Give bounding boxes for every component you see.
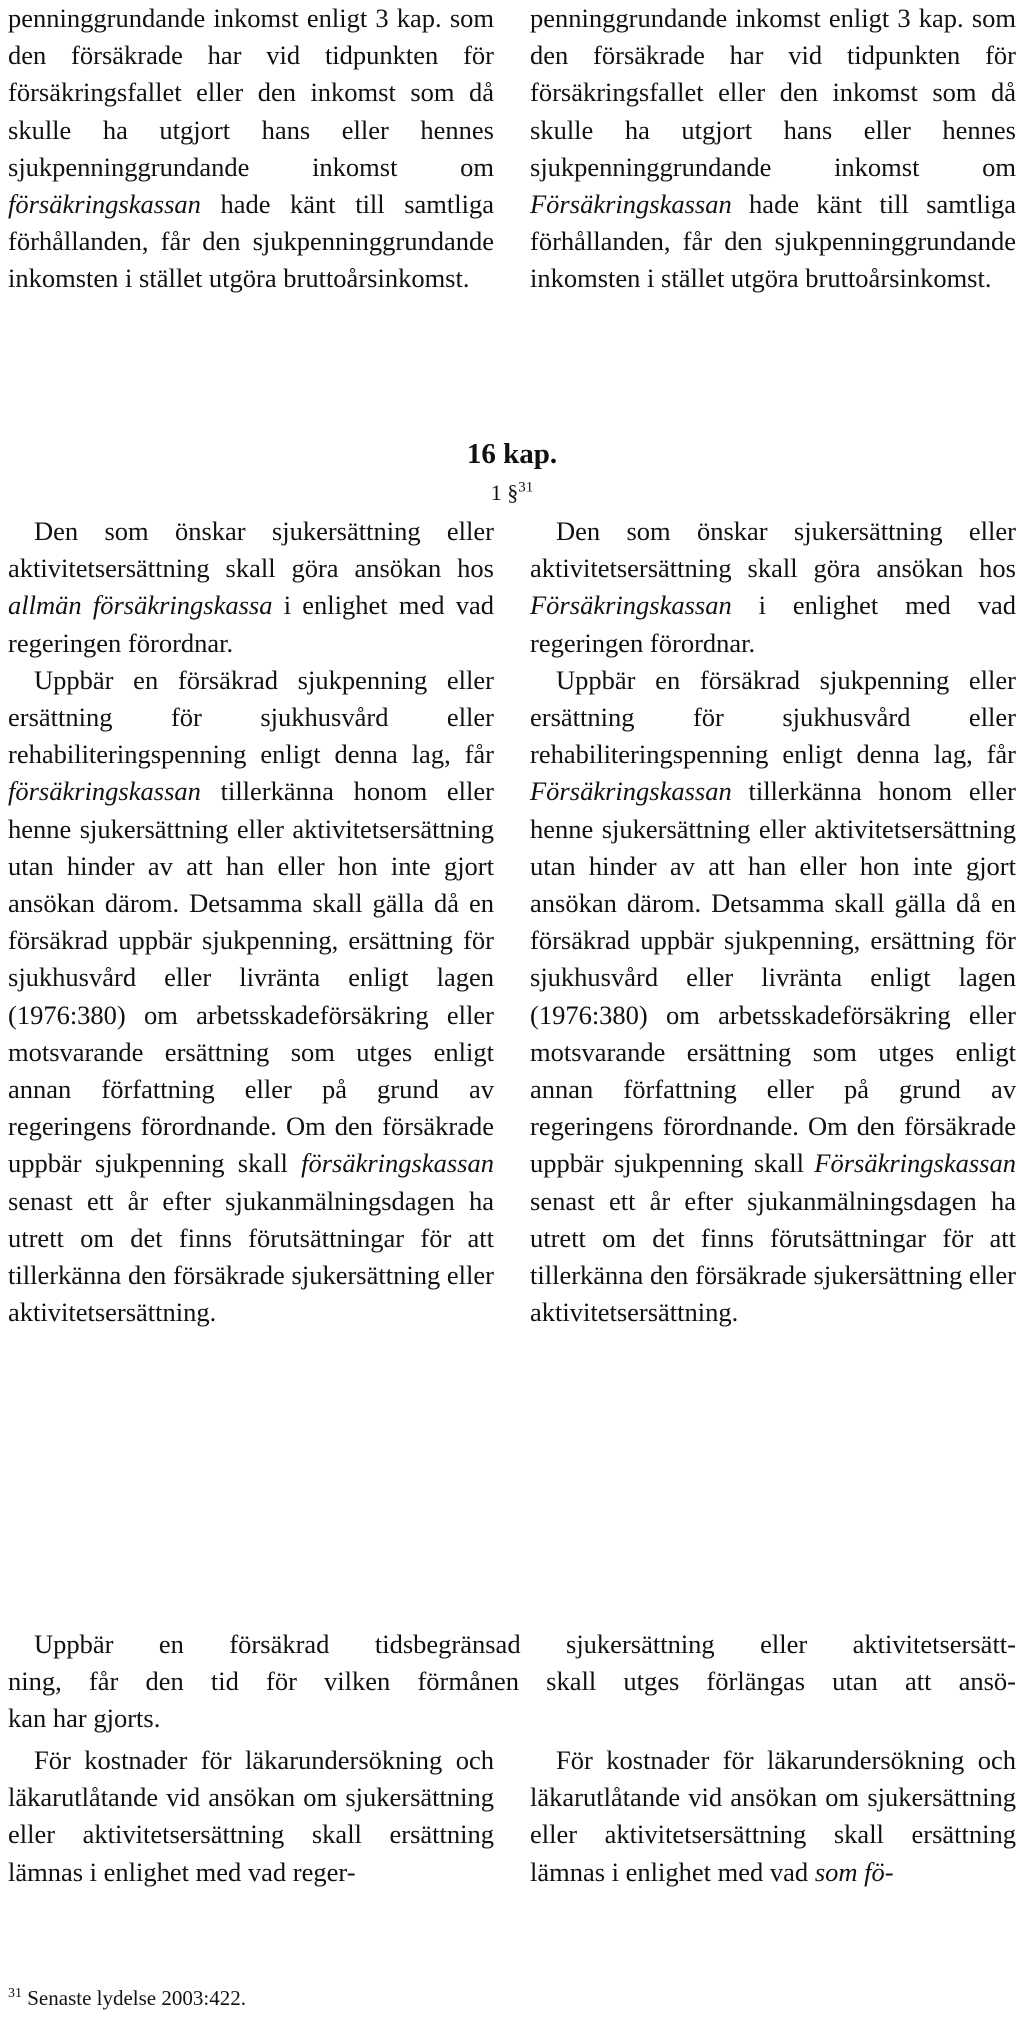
chapter-heading: 16 kap. (466, 438, 558, 470)
footnote (8, 1985, 246, 2011)
top-right-italic: Försäkringskassan (530, 189, 732, 220)
right-paragraph-2: Uppbär en försäkrad sjukpenning eller ersättning för sjukhusvård eller rehabiliteringspenning enligt denna lag, får Försäkringskassan tillerkänna honom eller henne sjukersättning eller aktivitetsersättning utan hinder av att han eller hon inte gjort ansökan därom. Detsamma skall gälla då en försäkrad uppbär sjukpenning, ersättning för sjukhusvård eller livränta enligt lagen (1976:380) om arbetsskadeförsäkring eller motsvarande ersättning som utges enligt annan författning eller på grund av regeringens förordnande. Om den försäkrade uppbär sjukpenning skall Försäkringskassan senast ett år efter sjukanmälningsdagen ha utrett om det finns förutsättningar för att tillerkänna den försäkrade sjukersättning eller aktivitetsersättning. (530, 664, 1016, 1328)
footnote-number: 31 (8, 1986, 22, 2001)
left-paragraph-4: För kostnader för läkarundersökning och läkarutlåtande vid ansökan om sjukersättning eller aktivitetsersättning skall ersättning lämnas i enlighet med vad reger- (8, 1745, 494, 1887)
main-right-column (530, 513, 1016, 1331)
right-paragraph-4: För kostnader för läkarundersökning och läkarutlåtande vid ansökan om sjukersättning eller aktivitetsersättning skall ersättning lämnas i enlighet med vad som fö- (530, 1745, 1016, 1887)
left-paragraph-1: Den som önskar sjukersättning eller aktivitetsersättning skall göra ansökan hos allmän försäkringskassa i enlighet med vad regeringen förordnar. (8, 516, 494, 658)
top-left-text: penninggrundande inkomst enligt 3 kap. som den försäkrade har vid tidpunkten för försäkringsfallet eller den inkomst som då skulle ha utgjort hans eller hennes sjukpenninggrundande inkomst om försäkringskassan hade känt till samtliga förhållanden, får den sjukpenninggrundande inkomsten i stället utgöra bruttoårsinkomst. (8, 3, 494, 294)
top-right-text: penninggrundande inkomst enligt 3 kap. som den försäkrade har vid tidpunkten för försäkringsfallet eller den inkomst som då skulle ha utgjort hans eller hennes sjukpenninggrundande inkomst om Försäkringskassan hade känt till samtliga förhållanden, får den sjukpenninggrundande inkomsten i stället utgöra bruttoårsinkomst. (530, 3, 1016, 294)
top-right-column (530, 0, 1016, 298)
full-width-paragraph (8, 1626, 1016, 1738)
main-left-column (8, 513, 494, 1331)
full-line-2: ning, får den tid för vilken förmånen skall utges förlängas utan att ansö- (8, 1666, 1016, 1697)
full-line-3: kan har gjorts. (8, 1703, 161, 1734)
right-paragraph-1: Den som önskar sjukersättning eller aktivitetsersättning skall göra ansökan hos Försäkringskassan i enlighet med vad regeringen förordnar. (530, 516, 1016, 658)
top-left-column (8, 0, 494, 298)
section-mark: 1 §$^{31}$ (490, 479, 534, 505)
bottom-left-column (8, 1742, 494, 1891)
full-line-1: Uppbär en försäkrad tidsbegränsad sjukersättning eller aktivitetsersätt- (34, 1629, 1016, 1659)
top-left-italic: försäkringskassan (8, 189, 201, 220)
footnote-text: Senaste lydelse 2003:422. (22, 1986, 246, 2010)
footnote-ref: 31 (518, 479, 534, 496)
bottom-right-column (530, 1742, 1016, 1891)
left-paragraph-2: Uppbär en försäkrad sjukpenning eller ersättning för sjukhusvård eller rehabiliteringspenning enligt denna lag, får försäkringskassan tillerkänna honom eller henne sjukersättning eller aktivitetsersättning utan hinder av att han eller hon inte gjort ansökan därom. Detsamma skall gälla då en försäkrad uppbär sjukpenning, ersättning för sjukhusvård eller livränta enligt lagen (1976:380) om arbetsskadeförsäkring eller motsvarande ersättning som utges enligt annan författning eller på grund av regeringens förordnande. Om den försäkrade uppbär sjukpenning skall försäkringskassan senast ett år efter sjukanmälningsdagen ha utrett om det finns förutsättningar för att tillerkänna den försäkrade sjukersättning eller aktivitetsersättning. (8, 664, 494, 1328)
